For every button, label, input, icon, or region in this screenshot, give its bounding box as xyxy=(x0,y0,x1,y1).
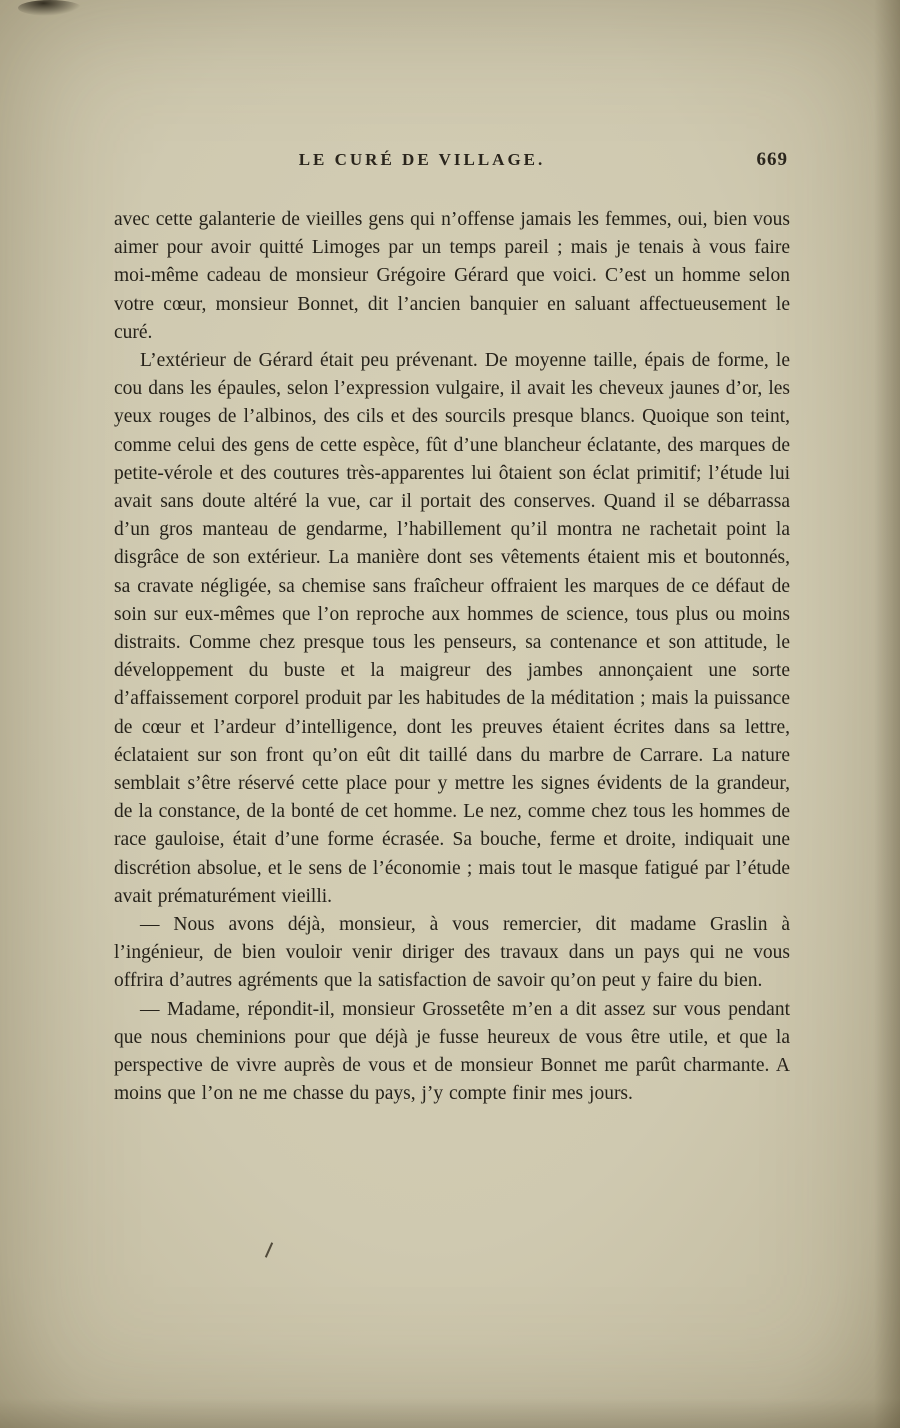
paragraph: — Madame, répondit-il, monsieur Grossetête m’en a dit assez sur vous pendant que nous cheminions pour que déjà je fusse heureux de vous être utile, et que la perspective de vivre auprès de vous et de monsieur Bonnet me parût charmante. A moins que l’on ne me chasse du pays, j’y compte finir mes jours. xyxy=(114,998,790,1105)
paragraph: — Nous avons déjà, monsieur, à vous remercier, dit madame Graslin à l’ingénieur, de bien vouloir venir diriger des travaux dans un pays qui ne vous offrira d’autres agréments que la satisfaction de savoir qu’on peut y faire du bien. xyxy=(114,914,790,992)
paragraph: avec cette galanterie de vieilles gens qui n’offense jamais les femmes, oui, bien vous aimer pour avoir quitté Limoges par un temps pareil ; mais je tenais à vous faire moi-même cadeau de monsieur Grégoire Gérard que voici. C’est un homme selon votre cœur, monsieur Bonnet, dit l’ancien banquier en saluant affectueusement le curé. xyxy=(114,209,790,343)
paragraph: L’extérieur de Gérard était peu prévenant. De moyenne taille, épais de forme, le cou dans les épaules, selon l’expression vulgaire, il avait les cheveux jaunes d’or, les yeux rouges de l’albinos, des cils et des sourcils presque blancs. Quoique son teint, comme celui des gens de cette espèce, fût d’une blancheur éclatante, des marques de petite-vérole et des coutures très-apparentes lui ôtaient son éclat primitif; l’étude lui avait sans doute altéré la vue, car il portait des conserves. Quand il se débarrassa d’un gros manteau de gendarme, l’habillement qu’il montra ne rachetait point la disgrâce de son extérieur. La manière dont ses vêtements étaient mis et boutonnés, sa cravate négligée, sa chemise sans fraîcheur offraient les marques de ce défaut de soin sur eux-mêmes que l’on reproche aux hommes de science, tous plus ou moins distraits. Comme chez presque tous les penseurs, sa contenance et son attitude, le développement du buste et la maigreur des jambes annonçaient une sorte d’affaissement corporel produit par les habitudes de la méditation ; mais la puissance de cœur et l’ardeur d’intelligence, dont les preuves étaient écrites dans sa lettre, éclataient sur son front qu’on eût dit taillé dans du marbre de Carrare. La nature semblait s’être réservé cette place pour y mettre les signes évidents de la grandeur, de la constance, de la bonté de cet homme. Le nez, comme chez tous les hommes de race gauloise, était d’une forme écrasée. Sa bouche, ferme et droite, indiquait une discrétion absolue, et le sens de l’économie ; mais tout le masque fatigué par l’étude avait prématurément vieilli. xyxy=(114,350,790,907)
page-header-title: LE CURÉ DE VILLAGE. xyxy=(298,150,546,169)
scan-artifact xyxy=(18,0,82,16)
page-number: 669 xyxy=(756,149,788,170)
scan-edge-shadow xyxy=(0,1398,900,1428)
body-text xyxy=(114,206,790,1109)
scan-edge-shadow xyxy=(874,0,900,1428)
scan-artifact xyxy=(265,1242,273,1257)
text-column xyxy=(114,150,790,1109)
running-head xyxy=(114,150,790,180)
